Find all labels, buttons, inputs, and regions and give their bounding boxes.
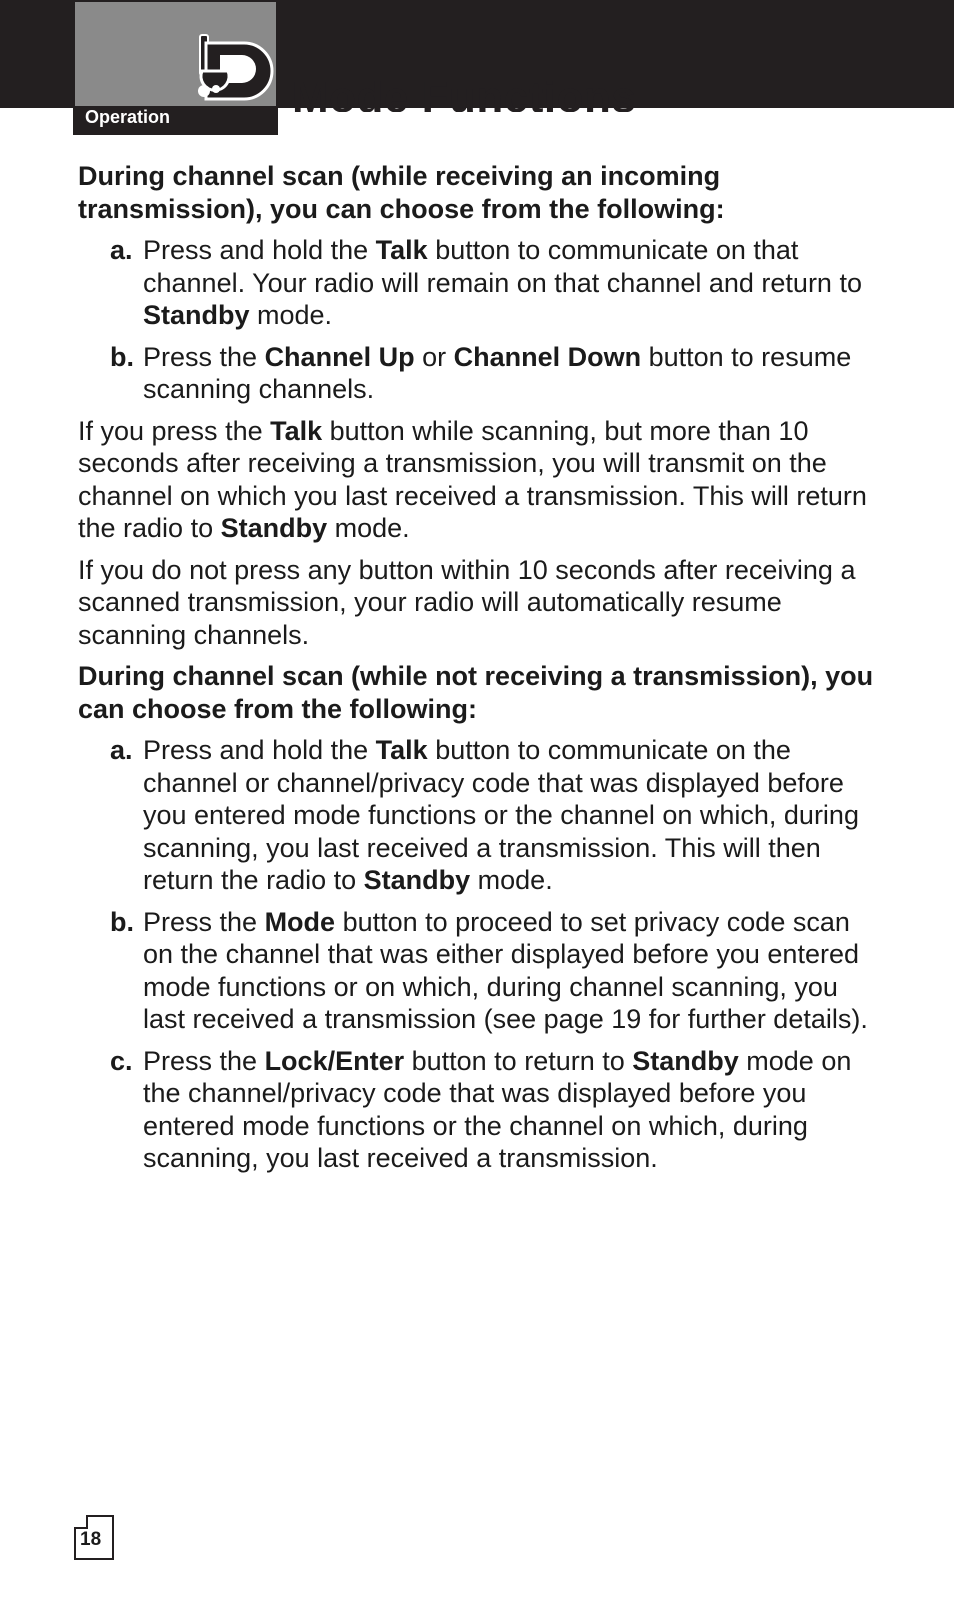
bold-term: Talk [375, 235, 428, 265]
radio-icon [190, 33, 280, 115]
text-run: Press the [143, 1045, 265, 1076]
list-item [78, 234, 878, 332]
text-run: If you press the [78, 415, 271, 446]
list-item [78, 734, 878, 897]
bold-term: Talk [270, 415, 323, 446]
text-run: or [414, 341, 454, 372]
bold-term: Standby [632, 1045, 739, 1076]
page-number-box [74, 1515, 114, 1560]
page-title: Mode Functions [292, 73, 637, 112]
page-number: 18 [80, 1529, 102, 1550]
text-run: Press and hold the [143, 735, 376, 765]
text-run: button to resume scanning channels. [143, 341, 852, 404]
bold-term: Mode [264, 906, 336, 937]
list-marker: a. [110, 735, 133, 765]
bold-term: Channel Up [264, 341, 415, 372]
text-run: mode. [470, 865, 553, 895]
text-run: If you do not press any button within 10 seconds after receiving a scanned transmission, your radio will automatically resume scanning channels. [78, 554, 856, 650]
text-run: Press and hold the [143, 235, 376, 265]
list-not-receiving [78, 734, 878, 1175]
text-run: mode. [249, 300, 333, 330]
text-run: mode. [327, 513, 410, 543]
page-corner-fold [74, 1515, 88, 1529]
text-run: Press the [143, 906, 265, 937]
list-item [78, 906, 878, 1036]
list-item [78, 1045, 878, 1175]
bold-term: Lock/Enter [264, 1045, 405, 1076]
text-run: button to return to [404, 1045, 633, 1076]
list-receiving [78, 234, 878, 406]
bold-term: Standby [363, 865, 471, 895]
paragraph-talk-while-scanning [78, 415, 878, 545]
text-run: Press the [143, 341, 265, 372]
bold-term: Channel Down [453, 341, 642, 372]
text-run: button to communicate on that channel. Your radio will remain on that channel and return to [143, 235, 862, 298]
list-marker: b. [110, 906, 134, 937]
section-heading-receiving: During channel scan (while receiving an incoming transmission), you can choose from the following: [78, 161, 725, 224]
bold-term: Standby [220, 513, 328, 543]
list-item [78, 341, 878, 406]
list-marker: c. [110, 1045, 133, 1076]
text-run: button to communicate on the channel or channel/privacy code that was displayed before you entered mode functions or the channel on which, during scanning, you last received a transmission. This will then return the radio to [143, 735, 859, 895]
section-label: Operation [85, 107, 171, 127]
bold-term: Talk [375, 735, 428, 765]
text-run: button while scanning, but more than 10 seconds after receiving a transmission, you will transmit on the channel on which you last received a transmission. This will return the radio to [78, 415, 867, 543]
paragraph-auto-resume [78, 554, 878, 652]
main-content [78, 160, 878, 1184]
list-marker: b. [110, 341, 134, 372]
text-run: button to proceed to set privacy code scan on the channel that was either displayed before you entered mode functions or on which, during channel scanning, you last received a transmission (see page 19 for further details). [143, 906, 868, 1034]
list-marker: a. [110, 235, 133, 265]
bold-term: Standby [143, 300, 250, 330]
section-heading-not-receiving: During channel scan (while not receiving a transmission), you can choose from the following: [78, 661, 874, 724]
text-run: mode on the channel/privacy code that was displayed before you entered mode functions or the channel on which, during scanning, you last received a transmission. [143, 1045, 852, 1173]
